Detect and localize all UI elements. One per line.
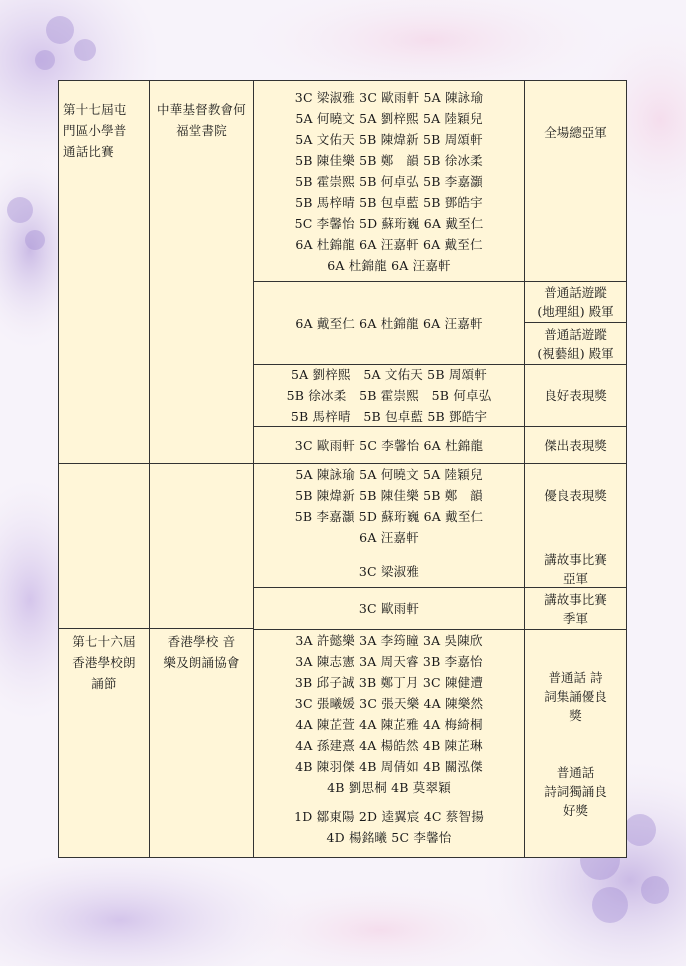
students-cell: [253, 364, 525, 427]
student-list: 6A 戴至仁 6A 杜錦龍 6A 汪嘉軒: [295, 315, 483, 331]
student-list: 5A 陳詠瑜 5A 何曉文 5A 陸穎兒 5B 陳煒新 5B 陳佳樂 5B 鄭 韻 5B 李嘉灝 5D 蘇珩巍 6A 戴至仁 6A 汪嘉軒: [294, 467, 484, 545]
award-cell: [524, 546, 627, 592]
student-list: 5A 劉梓熙 5A 文佑天 5B 周頌軒 5B 徐冰柔 5B 霍崇熙 5B 何卓弘 5B 馬梓晴 5B 包卓藍 5B 鄧皓宇: [286, 367, 492, 424]
student-list: 3C 梁淑雅: [358, 563, 420, 579]
award-cell: [524, 426, 627, 464]
student-list: 3A 許懿樂 3A 李筠瞳 3A 吳陳欣 3A 陳志憲 3A 周天睿 3B 李嘉怡 3B 邱子誠 3B 鄭丁月 3C 陳健遭 3C 張曦媛 3C 張天樂 4A 陳樂然 4A 陳芷萱 4A 陳芷雅 4A 梅綺桐 4A 孫建熹 4A 楊皓然 4B 陳芷琳 4B 陳羽傑 4B 周倩如 4B 關泓傑 4B 劉思桐 4B 莫翠穎: [294, 633, 484, 795]
student-list: 1D 鄒東陽 2D 逵翼宸 4C 蔡智揚 4D 楊銘曦 5C 李馨怡: [294, 809, 484, 845]
competition-name-cell: [58, 628, 150, 858]
awards-table: [58, 80, 627, 858]
competition-name-cell: [58, 80, 150, 464]
award-label: 良好表現獎: [544, 388, 607, 403]
students-cell: [253, 556, 525, 586]
award-label: 普通話 詩 詞集誦優良 獎: [544, 670, 607, 723]
competition-name: 第七十六屆 香港學校朗 誦節: [72, 634, 136, 691]
organizer-name: 中華基督教會何 福堂書院: [157, 102, 246, 138]
award-cell: [524, 588, 627, 630]
students-cell: [253, 426, 525, 464]
award-label: 普通話 詩詞獨誦良 好獎: [544, 765, 607, 818]
student-list: 3C 歐雨軒 5C 李馨怡 6A 杜錦龍: [294, 437, 484, 453]
organizer-cell: [149, 80, 254, 464]
competition-name: 第十七屆屯 門區小學普 通話比賽: [63, 102, 127, 159]
organizer-name: 香港學校 音 樂及朗誦協會: [163, 634, 240, 670]
empty-cell: [58, 463, 150, 629]
award-cell: [524, 322, 627, 365]
students-cell: [253, 629, 525, 858]
award-cell: [524, 80, 627, 282]
students-cell: [253, 80, 525, 282]
award-cell: [524, 364, 627, 427]
award-label: 普通話遊蹤 (地理組) 殿軍: [537, 285, 614, 319]
student-list: 3C 歐雨軒: [358, 601, 420, 616]
award-cell: [524, 281, 627, 323]
award-label: 普通話遊蹤 (視藝組) 殿軍: [537, 326, 614, 361]
students-cell: [253, 588, 525, 630]
student-list: 3C 梁淑雅 3C 歐雨軒 5A 陳詠瑜 5A 何曉文 5A 劉梓熙 5A 陸穎兒 5A 文佑天 5B 陳煒新 5B 周頌軒 5B 陳佳樂 5B 鄭 韻 5B 徐冰柔 5B 霍崇熙 5B 何卓弘 5B 李嘉灝 5B 馬梓晴 5B 包卓藍 5B 鄧皓宇 5C 李馨怡 5D 蘇珩巍 6A 戴至仁 6A 杜錦龍 6A 汪嘉軒 6A 戴至仁 6A 杜錦龍 6A 汪嘉軒: [294, 89, 484, 273]
organizer-cell: [149, 628, 254, 858]
award-label: 全場總亞軍: [544, 125, 607, 140]
award-cell: [524, 629, 627, 858]
award-label: 講故事比賽 季軍: [544, 591, 607, 626]
award-label: 傑出表現獎: [544, 437, 607, 453]
empty-cell: [149, 463, 254, 629]
students-cell: [253, 281, 525, 365]
award-label: 講故事比賽 亞軍: [544, 552, 607, 586]
award-label: 優良表現獎: [544, 488, 607, 503]
